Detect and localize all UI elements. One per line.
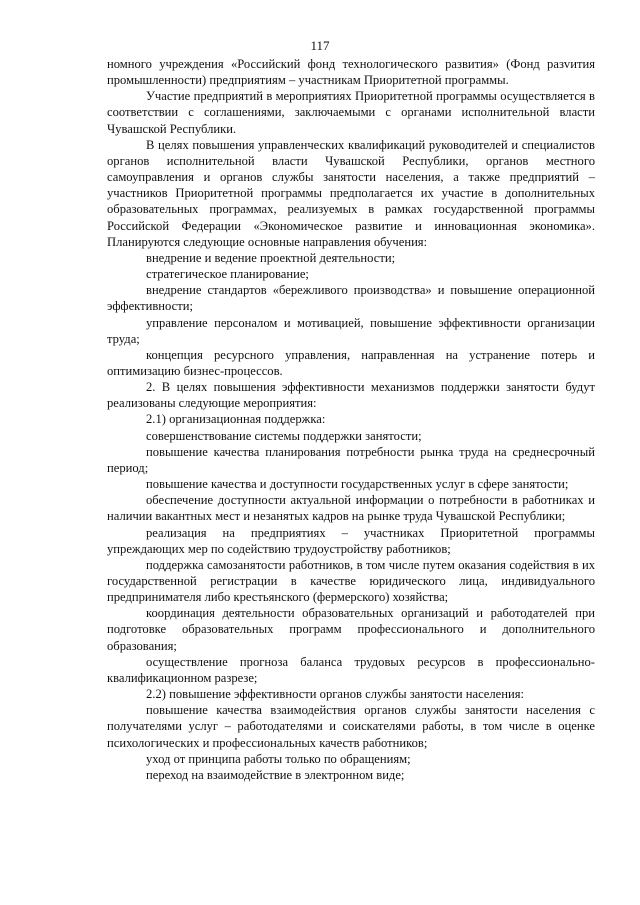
paragraph: номного учреждения «Российский фонд технологического развития» (Фонд разvития промышленности) предприятиям – участникам Приоритетной программы. <box>107 57 595 88</box>
list-item: обеспечение доступности актуальной информации о потребности в работниках и наличии вакантных мест и незанятых кадров на рынке труда Чувашской Республики; <box>107 493 595 524</box>
paragraph: В целях повышения управленческих квалификаций руководителей и специалистов органов исполнительной власти Чувашской Республики, органов местного самоуправления и органов службы занятости населения, а также предприятий – участников Приоритетной программы предполагается их участие в дополнительных образовательных программах, реализуемых в рамках государственной программы Российской Федерации «Экономическое развитие и инновационная экономика». Планируются следующие основные направления обучения: <box>107 137 595 249</box>
list-item: управление персоналом и мотивацией, повышение эффективности организации труда; <box>107 315 595 346</box>
list-item: внедрение стандартов «бережливого производства» и повышение операционной эффективности; <box>107 283 595 314</box>
list-item: координация деятельности образовательных организаций и работодателей при подготовке образовательных программ профессионального и дополнительного образования; <box>107 606 595 653</box>
subsection-heading: 2.2) повышение эффективности органов службы занятости населения: <box>146 687 525 702</box>
list-item: уход от принципа работы только по обращениям; <box>146 751 411 766</box>
paragraph: 2. В целях повышения эффективности механизмов поддержки занятости будут реализованы следующие мероприятия: <box>107 380 595 411</box>
list-item: осуществление прогноза баланса трудовых ресурсов в профессионально-квалификационном разрезе; <box>107 654 595 685</box>
paragraph: Участие предприятий в мероприятиях Приоритетной программы осуществляется в соответствии с соглашениями, заключаемыми с органами исполнительной власти Чувашской Республики. <box>107 89 595 136</box>
document-body <box>107 56 595 783</box>
list-item: повышение качества взаимодействия органов службы занятости населения с получателями услуг – работодателями и соискателями работы, в том числе в оценке психологических и профессиональных качеств работников; <box>107 703 595 750</box>
list-item: стратегическое планирование; <box>146 267 309 282</box>
list-item: реализация на предприятиях – участниках Приоритетной программы упреждающих мер по содействию трудоустройству работников; <box>107 525 595 556</box>
list-item: повышение качества и доступности государственных услуг в сфере занятости; <box>146 477 569 492</box>
list-item: переход на взаимодействие в электронном виде; <box>146 767 405 782</box>
list-item: внедрение и ведение проектной деятельности; <box>146 250 396 265</box>
list-item: концепция ресурсного управления, направленная на устранение потерь и оптимизацию бизнес-процессов. <box>107 347 595 378</box>
list-item: совершенствование системы поддержки занятости; <box>146 428 422 443</box>
list-item: повышение качества планирования потребности рынка труда на среднесрочный период; <box>107 444 595 475</box>
page-number: 117 <box>310 38 330 53</box>
list-item: поддержка самозанятости работников, в том числе путем оказания содействия в их государственной регистрации в качестве юридического лица, индивидуального предпринимателя либо крестьянского (фермерского) хозяйства; <box>107 557 595 605</box>
subsection-heading: 2.1) организационная поддержка: <box>146 412 326 427</box>
